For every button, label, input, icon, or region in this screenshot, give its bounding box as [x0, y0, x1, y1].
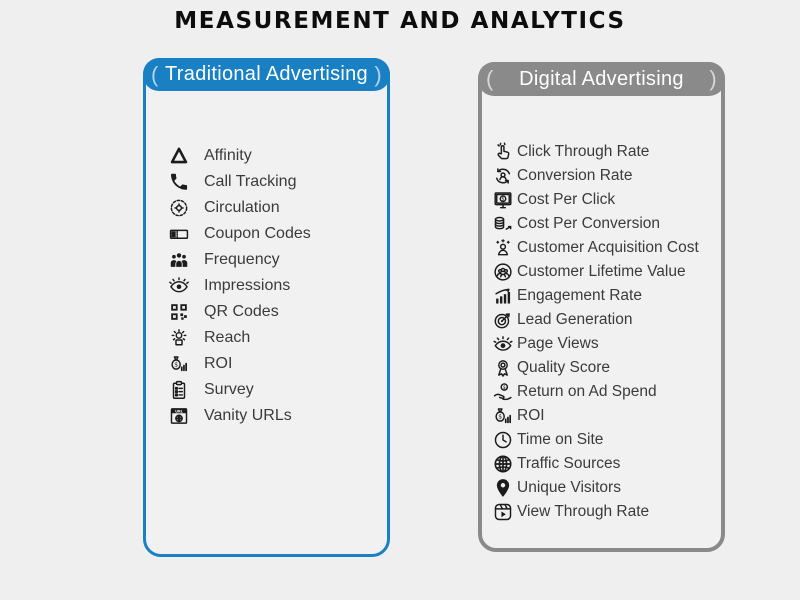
- decorative-paren-left: (: [151, 61, 159, 87]
- list-item-label: Affinity: [204, 147, 252, 164]
- list-item: [168, 299, 387, 325]
- money-bag-chart-icon: [168, 353, 190, 375]
- reels-play-icon: [492, 501, 514, 523]
- list-item: [492, 404, 721, 428]
- list-item: [168, 403, 387, 429]
- list-item: [168, 377, 387, 403]
- list-item: [492, 164, 721, 188]
- list-item-label: Quality Score: [517, 359, 611, 376]
- list-item-label: Customer Lifetime Value: [517, 263, 686, 280]
- coins-conversion-icon: [492, 213, 514, 235]
- coupon-icon: [168, 223, 190, 245]
- list-item: [492, 356, 721, 380]
- list-item: [168, 325, 387, 351]
- list-item-label: ROI: [517, 407, 545, 424]
- list-item-label: Impressions: [204, 277, 291, 294]
- panel-header-digital: [478, 62, 725, 96]
- click-cursor-icon: [492, 141, 514, 163]
- medal-icon: [492, 357, 514, 379]
- clipboard-icon: [168, 379, 190, 401]
- qr-code-icon: [168, 301, 190, 323]
- list-item: [168, 195, 387, 221]
- list-item: [492, 500, 721, 524]
- list-item: [492, 476, 721, 500]
- list-item-label: QR Codes: [204, 303, 279, 320]
- list-item: [492, 428, 721, 452]
- list-item-label: Click Through Rate: [517, 143, 650, 160]
- clock-icon: [492, 429, 514, 451]
- phone-icon: [168, 171, 190, 193]
- list-item: [492, 380, 721, 404]
- panel-header-traditional: [143, 58, 390, 91]
- list-item-label: Coupon Codes: [204, 225, 311, 242]
- list-item: [492, 212, 721, 236]
- url-window-icon: [168, 405, 190, 427]
- list-item-label: ROI: [204, 355, 233, 372]
- svg-text:$: $: [501, 196, 505, 203]
- svg-text:URL: URL: [175, 409, 183, 414]
- list-item-label: Time on Site: [517, 431, 604, 448]
- crowd-icon: [168, 249, 190, 271]
- list-item-label: Page Views: [517, 335, 599, 352]
- panel-traditional-advertising: [143, 58, 390, 557]
- list-item-label: Lead Generation: [517, 311, 633, 328]
- list-item-label: Survey: [204, 381, 254, 398]
- svg-text:$: $: [502, 384, 506, 391]
- list-item-label: Customer Acquisition Cost: [517, 239, 699, 256]
- list-item-label: Engagement Rate: [517, 287, 642, 304]
- list-item-label: View Through Rate: [517, 503, 650, 520]
- triangle-icon: [168, 145, 190, 167]
- list-item: [492, 452, 721, 476]
- decorative-paren-right: ): [709, 66, 717, 91]
- list-item-label: Traffic Sources: [517, 455, 621, 472]
- list-item: [492, 188, 721, 212]
- page-title: MEASUREMENT AND ANALYTICS: [174, 8, 626, 34]
- monitor-dollar-icon: [492, 189, 514, 211]
- person-stars-icon: [492, 237, 514, 259]
- person-cycle-icon: [492, 165, 514, 187]
- decorative-paren-right: ): [374, 61, 382, 87]
- globe-icon: [492, 453, 514, 475]
- list-item: [492, 332, 721, 356]
- list-item: [168, 221, 387, 247]
- people-circle-icon: [492, 261, 514, 283]
- list-item: [168, 169, 387, 195]
- eye-icon: [168, 275, 190, 297]
- panel-title-traditional: Traditional Advertising: [165, 63, 368, 85]
- eye-rays-icon: [492, 333, 514, 355]
- list-item: [492, 308, 721, 332]
- list-item-label: Circulation: [204, 199, 280, 216]
- list-item: [492, 284, 721, 308]
- list-item-label: Cost Per Conversion: [517, 215, 661, 232]
- location-pin-icon: [492, 477, 514, 499]
- target-icon: [492, 309, 514, 331]
- list-item-label: Frequency: [204, 251, 280, 268]
- list-item: [168, 351, 387, 377]
- svg-text:$: $: [174, 361, 179, 369]
- money-bag-chart-icon: [492, 405, 514, 427]
- list-item-label: Reach: [204, 329, 251, 346]
- svg-text:$: $: [498, 413, 503, 421]
- list-item: [492, 236, 721, 260]
- list-item: [168, 143, 387, 169]
- list-item: [168, 247, 387, 273]
- list-item-label: Cost Per Click: [517, 191, 616, 208]
- list-item-label: Call Tracking: [204, 173, 297, 190]
- list-item-label: Conversion Rate: [517, 167, 633, 184]
- bar-chart-growth-icon: [492, 285, 514, 307]
- list-item: [492, 260, 721, 284]
- hand-coin-icon: [492, 381, 514, 403]
- digital-items-list: [482, 140, 721, 524]
- reach-icon: [168, 327, 190, 349]
- panel-title-digital: Digital Advertising: [519, 67, 684, 90]
- panel-digital-advertising: [478, 62, 725, 552]
- list-item: [168, 273, 387, 299]
- list-item-label: Return on Ad Spend: [517, 383, 657, 400]
- circulation-icon: [168, 197, 190, 219]
- list-item-label: Unique Visitors: [517, 479, 621, 496]
- list-item-label: Vanity URLs: [204, 407, 292, 424]
- traditional-items-list: [146, 143, 387, 429]
- decorative-paren-left: (: [486, 66, 494, 91]
- list-item: [492, 140, 721, 164]
